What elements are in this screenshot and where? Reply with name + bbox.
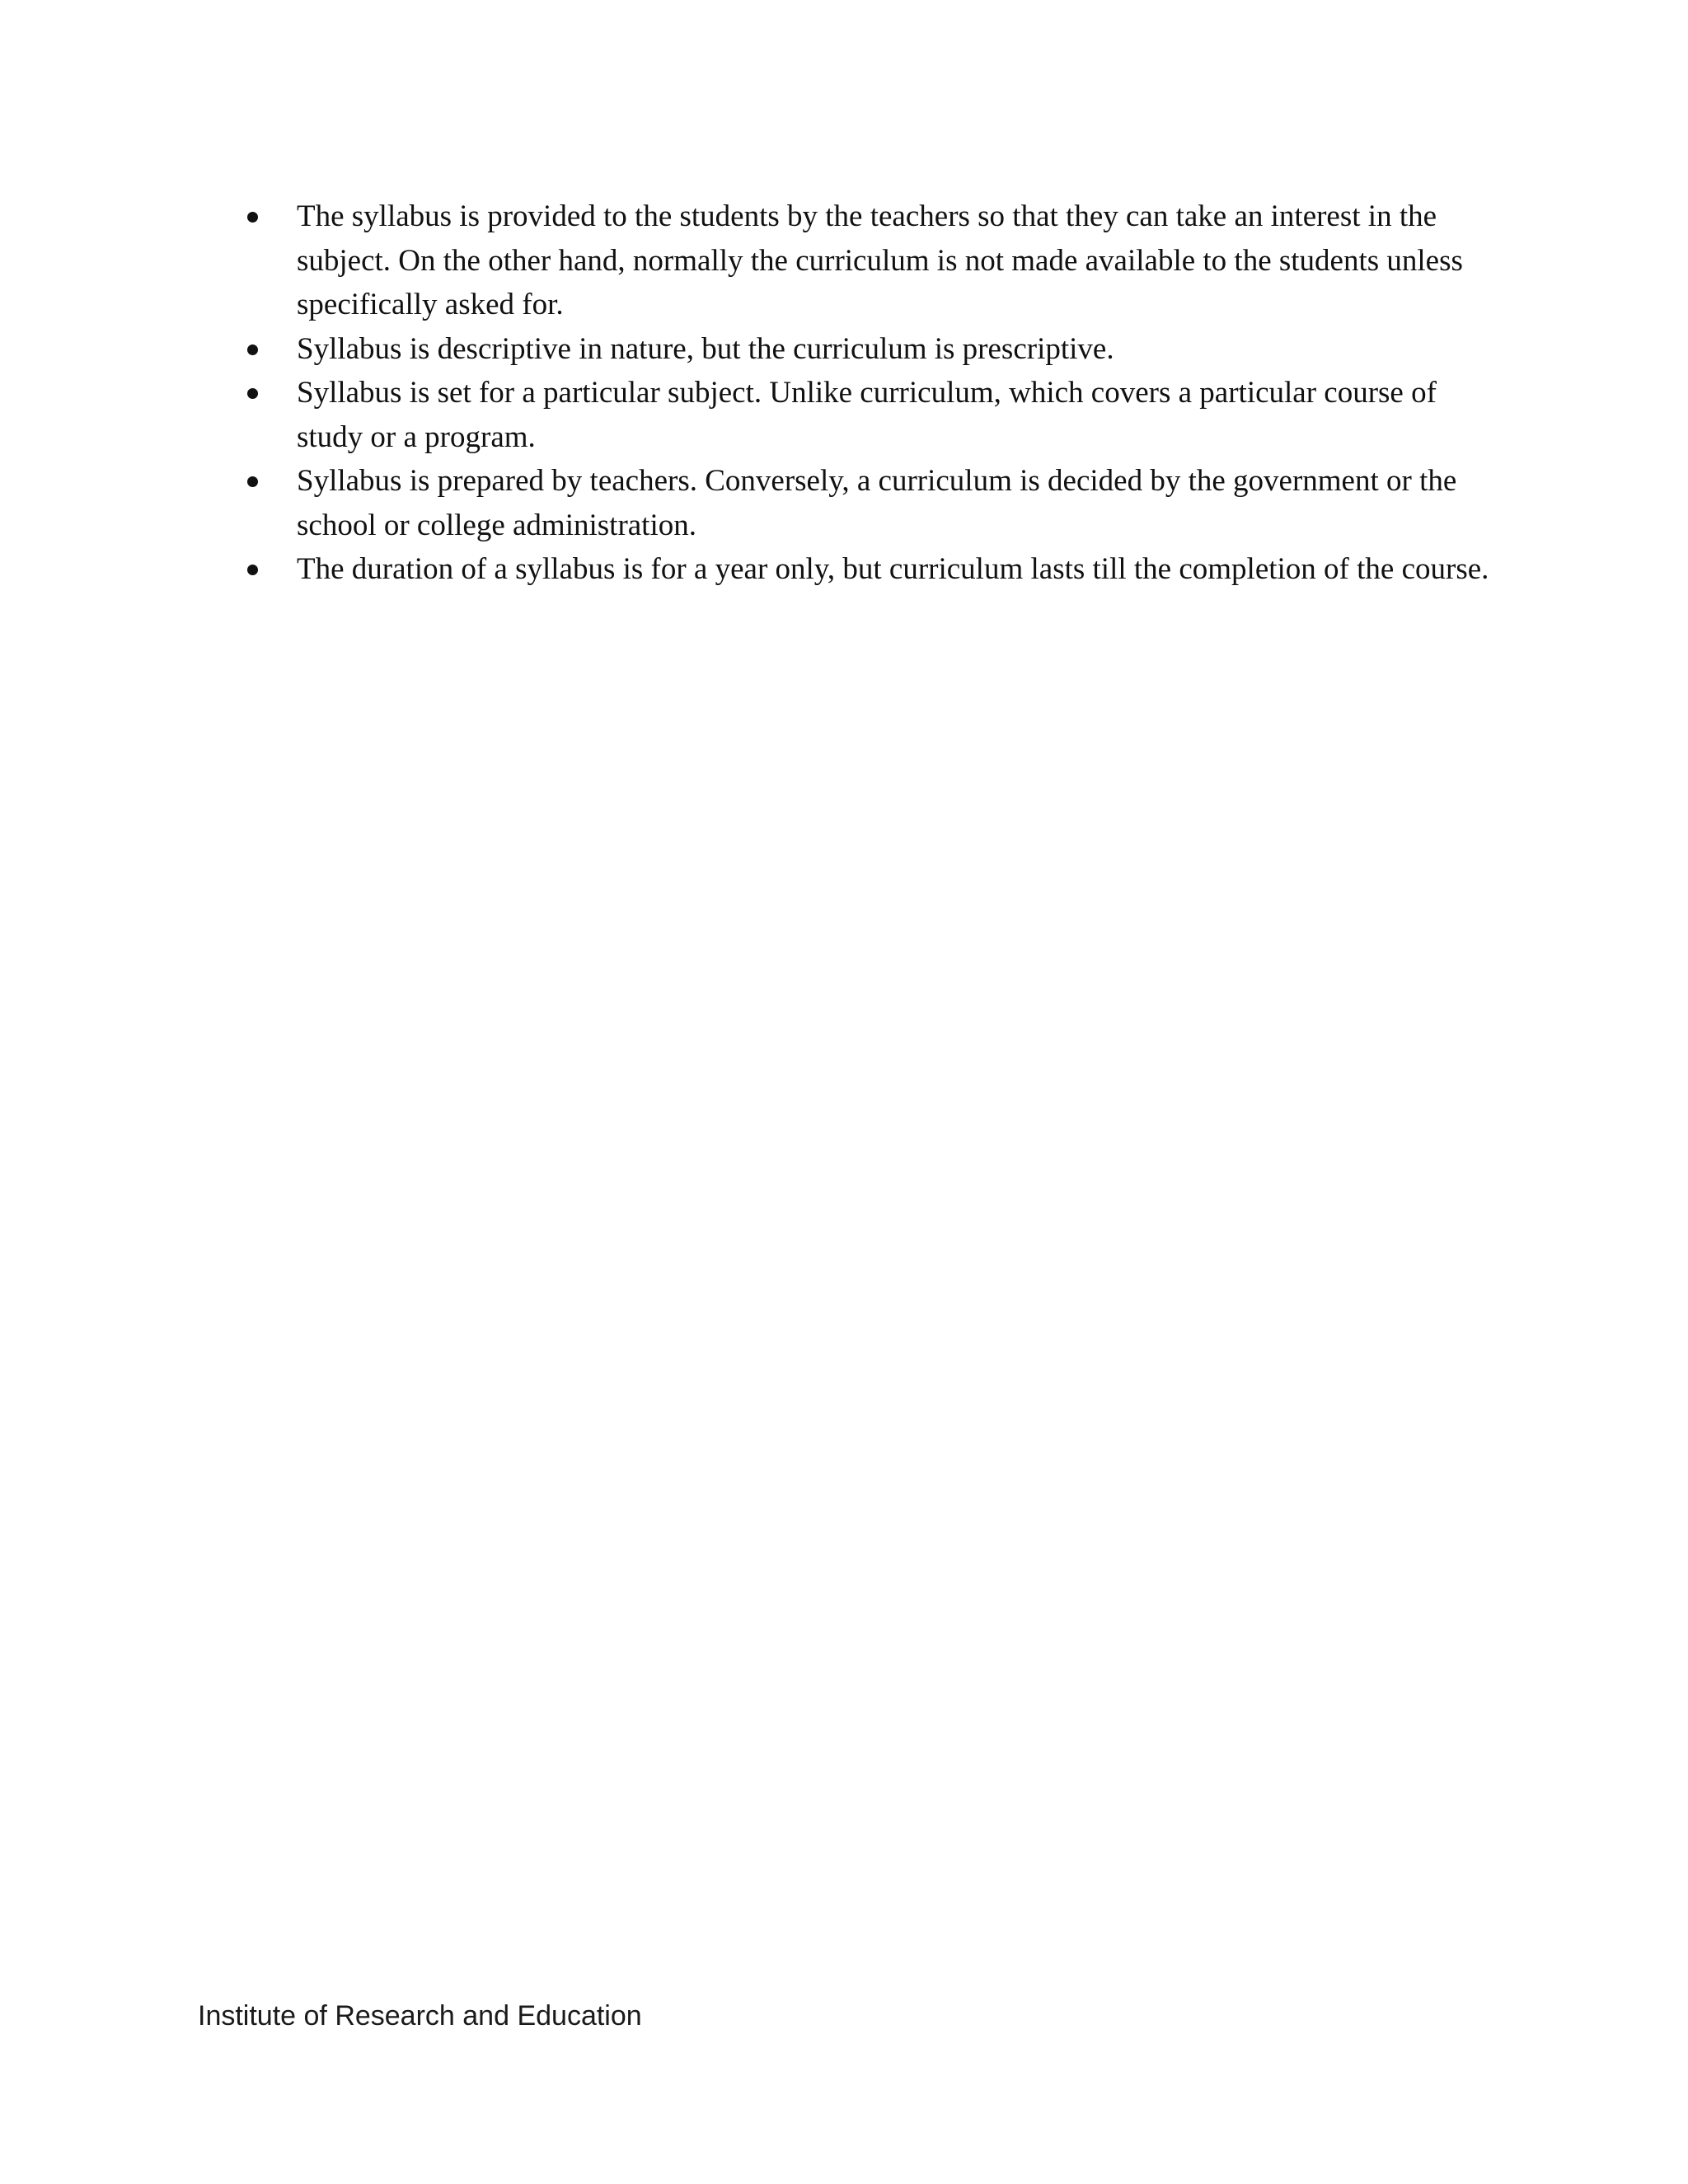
bullet-list [239,194,1492,592]
bullet-icon [247,212,258,223]
bullet-item [239,327,1492,372]
bullet-text: Syllabus is descriptive in nature, but the curriculum is prescriptive. [297,331,1114,366]
bullet-icon [247,388,258,399]
page-footer: Institute of Research and Education [198,2000,642,2032]
bullet-text: Syllabus is prepared by teachers. Conversely, a curriculum is decided by the government or the school or college administration. [297,464,1457,542]
bullet-item [239,194,1492,327]
bullet-icon [247,476,258,487]
bullet-item [239,459,1492,547]
bullet-text: The duration of a syllabus is for a year only, but curriculum lasts till the completion of the course. [297,552,1489,586]
bullet-item [239,547,1492,592]
bullet-item [239,371,1492,459]
bullet-icon [247,565,258,575]
bullet-icon [247,344,258,355]
bullet-text: Syllabus is set for a particular subject. Unlike curriculum, which covers a particular course of study or a program. [297,376,1437,454]
bullet-text: The syllabus is provided to the students by the teachers so that they can take an interest in the subject. On the other hand, normally the curriculum is not made available to the students unless specifically asked for. [297,199,1463,321]
